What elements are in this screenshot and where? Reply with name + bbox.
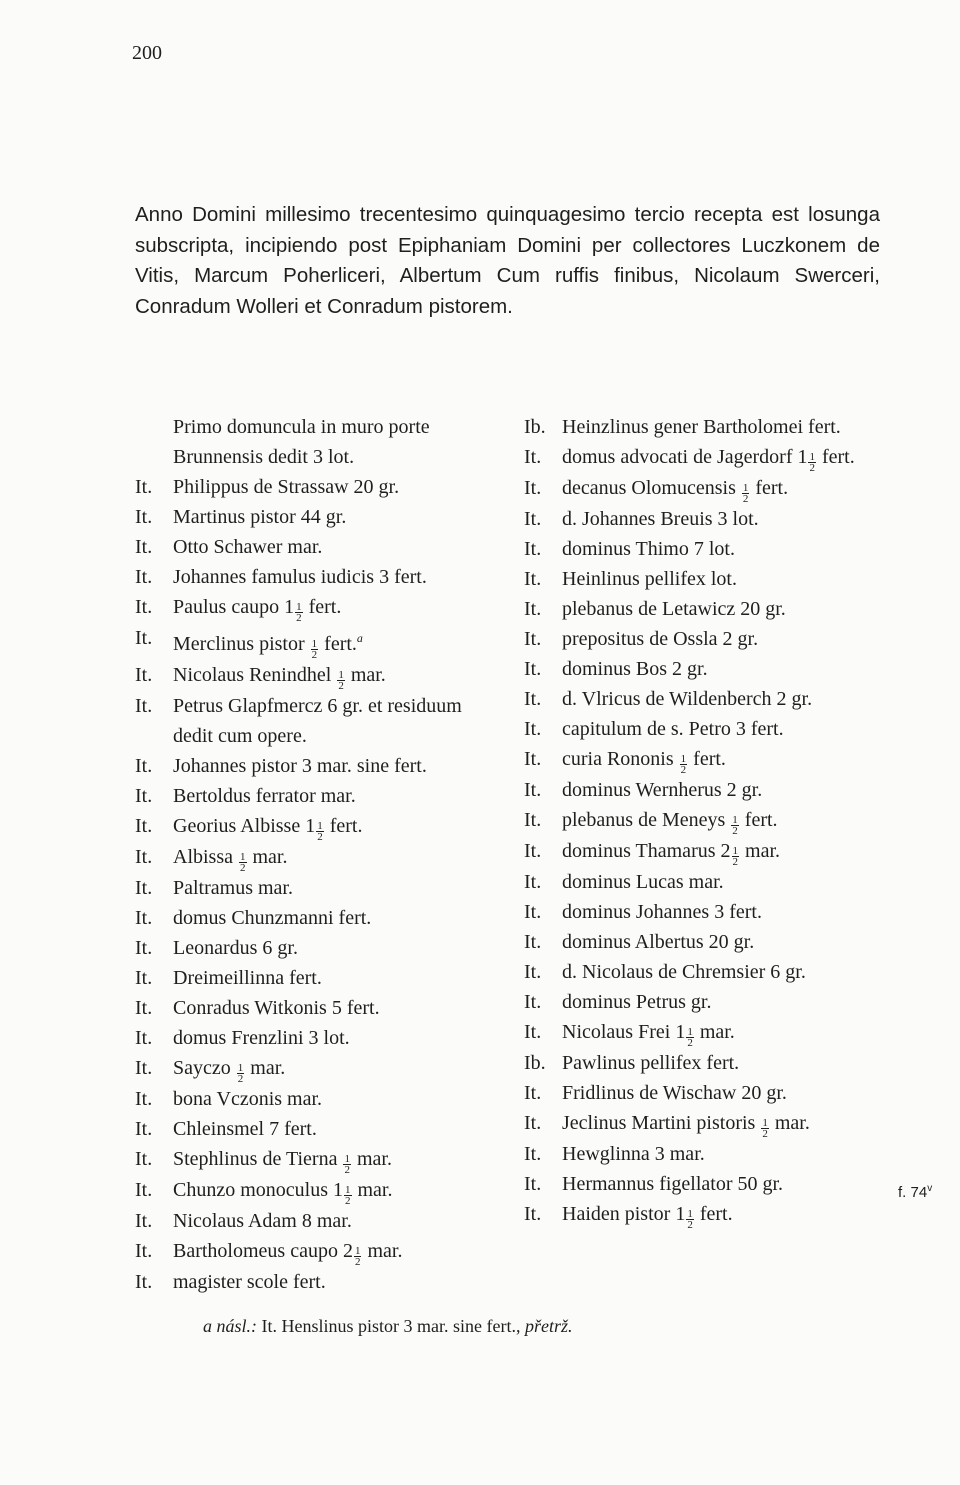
fraction-denominator: 2 xyxy=(732,856,739,868)
fraction-numerator: 1 xyxy=(680,753,687,765)
entry-text-part: Chunzo monoculus xyxy=(173,1179,333,1201)
entry-prefix: It. xyxy=(524,961,542,983)
entry-prefix: It. xyxy=(135,664,153,686)
entry-prefix: It. xyxy=(524,809,542,831)
fraction-numerator: 1 xyxy=(338,669,344,681)
entry-text-part: Sayczo xyxy=(173,1057,236,1079)
list-item xyxy=(135,1084,497,1114)
entry-prefix: It. xyxy=(524,658,542,680)
entry-text-part: domus advocati de Jagerdorf xyxy=(562,446,798,468)
entry-prefix: It. xyxy=(524,628,542,650)
entry-text: Dreimeillinna fert. xyxy=(173,967,322,989)
entry-prefix: It. xyxy=(135,846,153,868)
entry-prefix: It. xyxy=(524,688,542,710)
fraction-numerator: 1 xyxy=(732,814,738,826)
entry-prefix: It. xyxy=(524,1021,542,1043)
entry-text xyxy=(562,473,894,504)
entry-text-part: Jeclinus Martini pistoris xyxy=(562,1112,761,1134)
fraction-half xyxy=(343,1154,351,1175)
entry-prefix: It. xyxy=(524,931,542,953)
list-item xyxy=(524,1108,894,1139)
entry-prefix: It. xyxy=(524,1082,542,1104)
entry-prefix: It. xyxy=(135,536,153,558)
fraction-denominator: 2 xyxy=(742,493,749,505)
entry-text: Pawlinus pellifex fert. xyxy=(562,1052,740,1074)
list-item xyxy=(524,412,894,442)
entry-text: Petrus Glapfmercz 6 gr. et residuum dedit cum opere. xyxy=(173,695,462,747)
fraction-whole: 1 xyxy=(284,596,295,618)
entry-prefix xyxy=(135,412,173,472)
fraction-denominator: 2 xyxy=(345,1195,351,1207)
entry-text: capitulum de s. Petro 3 fert. xyxy=(562,718,784,740)
entry-prefix: It. xyxy=(524,568,542,590)
entry-prefix: It. xyxy=(135,785,153,807)
entry-text: dominus Lucas mar. xyxy=(562,871,724,893)
entry-text: Philippus de Strassaw 20 gr. xyxy=(173,476,400,498)
fraction-half xyxy=(311,639,319,660)
fraction-whole: 1 xyxy=(305,815,316,837)
fraction-half xyxy=(680,754,688,775)
list-item xyxy=(135,1267,497,1297)
footnote-end: přetrž. xyxy=(524,1316,573,1336)
fraction-half xyxy=(354,1246,362,1267)
entry-text xyxy=(562,1017,894,1048)
entry-text-part: mar. xyxy=(351,1148,392,1170)
list-item xyxy=(135,933,497,963)
fraction xyxy=(679,748,689,776)
entry-prefix: It. xyxy=(135,1027,153,1049)
entry-prefix: Ib. xyxy=(524,1052,546,1074)
entry-text-part: plebanus de Meneys xyxy=(562,809,731,831)
entry-prefix: It. xyxy=(135,596,153,618)
entry-text: Otto Schawer mar. xyxy=(173,536,323,558)
fraction-numerator: 1 xyxy=(317,820,323,832)
list-item xyxy=(135,1206,497,1236)
entry-prefix: It. xyxy=(135,815,153,837)
fraction-denominator: 2 xyxy=(762,1128,768,1140)
fraction xyxy=(797,446,817,474)
fraction xyxy=(741,477,751,505)
entry-text-part: mar. xyxy=(245,1057,286,1079)
entry-prefix: It. xyxy=(135,1210,153,1232)
entry-prefix: It. xyxy=(135,937,153,959)
entry-text: Martinus pistor 44 gr. xyxy=(173,506,347,528)
fraction xyxy=(675,1203,695,1231)
folio-verso-mark: v xyxy=(927,1183,933,1194)
entry-text xyxy=(173,1175,497,1206)
entry-text: plebanus de Letawicz 20 gr. xyxy=(562,598,786,620)
fraction-numerator: 1 xyxy=(237,1062,244,1074)
entry-text-part: Georius Albisse xyxy=(173,815,306,837)
fraction-half xyxy=(337,670,345,691)
entry-prefix: It. xyxy=(135,506,153,528)
list-item xyxy=(135,903,497,933)
entry-prefix: It. xyxy=(135,1271,153,1293)
entry-prefix: It. xyxy=(524,748,542,770)
entry-prefix: It. xyxy=(135,1179,153,1201)
fraction-denominator: 2 xyxy=(344,1164,350,1176)
entry-text-part: Merclinus pistor xyxy=(173,633,310,655)
list-item xyxy=(135,1023,497,1053)
list-item xyxy=(524,1169,894,1199)
fraction-half xyxy=(742,483,750,504)
list-item xyxy=(524,744,894,775)
fraction xyxy=(305,815,325,843)
entry-text: magister scole fert. xyxy=(173,1271,326,1293)
list-item xyxy=(135,873,497,903)
entry-text: Heinlinus pellifex lot. xyxy=(562,568,737,590)
entry-text: Leonardus 6 gr. xyxy=(173,937,298,959)
entry-prefix: It. xyxy=(135,1118,153,1140)
fraction-half xyxy=(761,1118,769,1139)
list-item xyxy=(135,1175,497,1206)
entry-prefix: It. xyxy=(135,755,153,777)
entry-text xyxy=(173,811,497,842)
entry-prefix: It. xyxy=(524,840,542,862)
entry-text-part: mar. xyxy=(352,1179,393,1201)
fraction-whole: 1 xyxy=(675,1021,686,1043)
fraction xyxy=(342,1148,352,1176)
fraction-numerator: 1 xyxy=(354,1245,361,1257)
entry-text: Paltramus mar. xyxy=(173,877,293,899)
entry-prefix: It. xyxy=(524,538,542,560)
list-item xyxy=(524,504,894,534)
entry-prefix: It. xyxy=(135,1148,153,1170)
entry-text-part: Stephlinus de Tierna xyxy=(173,1148,343,1170)
entry-text-part: decanus Olomucensis xyxy=(562,477,741,499)
page-number: 200 xyxy=(132,42,162,64)
entry-text-part: mar. xyxy=(740,840,781,862)
entry-text: Nicolaus Adam 8 mar. xyxy=(173,1210,352,1232)
entry-text-part: Bartholomeus caupo xyxy=(173,1240,343,1262)
fraction-denominator: 2 xyxy=(240,862,246,874)
list-item xyxy=(135,1144,497,1175)
fraction-numerator: 1 xyxy=(762,1117,768,1129)
list-item xyxy=(135,660,497,691)
entry-text-part: Nicolaus Frei xyxy=(562,1021,676,1043)
entry-text-part: mar. xyxy=(345,664,386,686)
entry-text-part: fert. xyxy=(739,809,778,831)
entry-text-part: fert. xyxy=(324,815,363,837)
list-item xyxy=(135,592,497,623)
list-item xyxy=(135,562,497,592)
footnote-text: It. Henslinus pistor 3 mar. sine fert., xyxy=(257,1316,525,1336)
list-item xyxy=(135,502,497,532)
entry-prefix: It. xyxy=(135,476,153,498)
fraction xyxy=(342,1240,363,1268)
entry-text: Johannes famulus iudicis 3 fert. xyxy=(173,566,427,588)
entry-text xyxy=(562,805,894,836)
entry-text: domus Chunzmanni fert. xyxy=(173,907,372,929)
entry-text xyxy=(173,1236,497,1267)
fraction-half xyxy=(239,852,247,873)
entry-prefix: It. xyxy=(135,877,153,899)
fraction-denominator: 2 xyxy=(237,1073,244,1085)
list-item xyxy=(135,1053,497,1084)
fraction-whole: 1 xyxy=(797,446,808,468)
list-item xyxy=(524,594,894,624)
entry-text: Conradus Witkonis 5 fert. xyxy=(173,997,380,1019)
entry-text: Hermannus figellator 50 gr. xyxy=(562,1173,784,1195)
entry-text: d. Vlricus de Wildenberch 2 gr. xyxy=(562,688,813,710)
fraction-numerator: 1 xyxy=(687,1026,693,1038)
entry-text: dominus Wernherus 2 gr. xyxy=(562,779,763,801)
entry-text: dominus Bos 2 gr. xyxy=(562,658,708,680)
fraction-numerator: 1 xyxy=(345,1184,351,1196)
entry-text-part: Haiden pistor xyxy=(562,1203,676,1225)
entry-text xyxy=(173,660,497,691)
fraction-numerator: 1 xyxy=(687,1208,693,1220)
list-item xyxy=(524,897,894,927)
list-item xyxy=(524,1199,894,1230)
entry-text-part: fert. xyxy=(694,1203,733,1225)
entry-prefix: It. xyxy=(135,907,153,929)
fraction-denominator: 2 xyxy=(687,1219,693,1231)
fraction xyxy=(336,664,346,692)
list-item xyxy=(524,805,894,836)
fraction-half xyxy=(237,1063,245,1084)
list-item xyxy=(524,957,894,987)
entry-text: Fridlinus de Wischaw 20 gr. xyxy=(562,1082,787,1104)
list-item xyxy=(524,1048,894,1078)
list-item xyxy=(524,987,894,1017)
list-item xyxy=(524,775,894,805)
fraction-numerator: 1 xyxy=(742,482,749,494)
list-item xyxy=(524,1017,894,1048)
entry-text: Hewglinna 3 mar. xyxy=(562,1143,705,1165)
fraction xyxy=(760,1112,770,1140)
fraction-half xyxy=(731,815,739,836)
entry-text xyxy=(173,1053,497,1084)
entry-text: bona Vczonis mar. xyxy=(173,1088,323,1110)
fraction xyxy=(236,1057,246,1085)
entry-prefix: It. xyxy=(135,1240,153,1262)
entry-prefix: It. xyxy=(524,1112,542,1134)
entry-text-part: mar. xyxy=(362,1240,403,1262)
folio-label: f. 74 xyxy=(898,1184,928,1201)
fraction xyxy=(238,846,248,874)
fraction-denominator: 2 xyxy=(354,1256,361,1268)
entry-text-part: Albissa xyxy=(173,846,238,868)
entry-text xyxy=(173,592,497,623)
entry-prefix: It. xyxy=(524,477,542,499)
entry-text xyxy=(562,744,894,775)
entry-prefix: It. xyxy=(524,1173,542,1195)
entry-text: d. Nicolaus de Chremsier 6 gr. xyxy=(562,961,806,983)
entry-text-part: fert. xyxy=(319,633,357,655)
list-item xyxy=(524,927,894,957)
list-item xyxy=(135,993,497,1023)
fraction-whole: 2 xyxy=(342,1240,353,1262)
entry-text-part: fert. xyxy=(303,596,342,618)
list-item xyxy=(135,532,497,562)
fraction-numerator: 1 xyxy=(732,845,739,857)
entry-text-part: Paulus caupo xyxy=(173,596,285,618)
fraction xyxy=(284,596,304,624)
entry-text: prepositus de Ossla 2 gr. xyxy=(562,628,759,650)
fraction-half xyxy=(686,1027,694,1048)
entry-prefix: It. xyxy=(524,1203,542,1225)
entry-text: Heinzlinus gener Bartholomei fert. xyxy=(562,416,841,438)
list-item xyxy=(524,867,894,897)
fraction-half xyxy=(344,1185,352,1206)
footnote-mark: a xyxy=(203,1316,212,1336)
list-item xyxy=(135,472,497,502)
list-item xyxy=(135,623,497,660)
entry-prefix: It. xyxy=(135,997,153,1019)
entry-prefix: It. xyxy=(135,1088,153,1110)
fraction-numerator: 1 xyxy=(240,851,246,863)
fraction xyxy=(310,633,320,661)
entry-text: d. Johannes Breuis 3 lot. xyxy=(562,508,759,530)
list-item xyxy=(524,473,894,504)
entry-text xyxy=(562,442,894,473)
right-column xyxy=(524,412,894,1230)
entry-prefix: Ib. xyxy=(524,416,546,438)
footnote-label: násl.: xyxy=(216,1316,257,1336)
list-item xyxy=(135,412,497,472)
entry-prefix: It. xyxy=(524,779,542,801)
fraction-whole: 1 xyxy=(333,1179,343,1201)
fraction-numerator: 1 xyxy=(311,638,318,650)
footnote-ref: a xyxy=(356,631,363,645)
entry-text: Primo domuncula in muro porte Brunnensis dedit 3 lot. xyxy=(173,416,430,468)
fraction-half xyxy=(295,602,303,623)
list-item xyxy=(135,842,497,873)
fraction xyxy=(333,1179,353,1207)
entry-text-part: mar. xyxy=(769,1112,810,1134)
entry-prefix: It. xyxy=(135,1057,153,1079)
fraction-denominator: 2 xyxy=(732,825,738,837)
fraction-half xyxy=(808,452,816,473)
intro-paragraph: Anno Domini millesimo trecentesimo quinquagesimo tercio recepta est losunga subscripta, incipiendo post Epiphaniam Domini per collectores Luczkonem de Vitis, Marcum Poherliceri, Albertum Cum ruffis finibus, Nicolaum Swerceri, Conradum Wolleri et Conradum pistorem. xyxy=(135,203,880,318)
list-item xyxy=(524,624,894,654)
entry-text-part: fert. xyxy=(816,446,855,468)
folio-margin-note xyxy=(898,1183,932,1201)
fraction-denominator: 2 xyxy=(809,462,815,474)
list-item xyxy=(135,751,497,781)
entry-text-part: fert. xyxy=(750,477,789,499)
fraction-denominator: 2 xyxy=(311,649,318,661)
list-item xyxy=(135,691,497,751)
list-item xyxy=(524,564,894,594)
entry-text-part: mar. xyxy=(247,846,288,868)
fraction xyxy=(675,1021,695,1049)
fraction-denominator: 2 xyxy=(687,1037,693,1049)
entry-text xyxy=(173,842,497,873)
fraction-half xyxy=(686,1209,694,1230)
entry-text: dominus Albertus 20 gr. xyxy=(562,931,755,953)
entry-prefix: It. xyxy=(135,627,153,649)
entry-prefix: It. xyxy=(524,1143,542,1165)
fraction-numerator: 1 xyxy=(344,1153,350,1165)
entry-text xyxy=(173,623,497,660)
list-item xyxy=(524,714,894,744)
entry-prefix: It. xyxy=(135,967,153,989)
entry-prefix: It. xyxy=(135,695,153,717)
left-column xyxy=(135,412,497,1297)
entry-prefix: It. xyxy=(135,566,153,588)
entry-text xyxy=(562,1108,894,1139)
entry-prefix: It. xyxy=(524,871,542,893)
entry-prefix: It. xyxy=(524,901,542,923)
entry-text xyxy=(562,1199,894,1230)
fraction-denominator: 2 xyxy=(317,831,323,843)
list-item xyxy=(524,684,894,714)
entry-text xyxy=(173,1144,497,1175)
fraction-whole: 1 xyxy=(675,1203,686,1225)
entry-prefix: It. xyxy=(524,991,542,1013)
fraction-half xyxy=(316,821,324,842)
entry-text-part: curia Rononis xyxy=(562,748,679,770)
entry-text-part: fert. xyxy=(688,748,726,770)
list-item xyxy=(135,1236,497,1267)
entry-text: domus Frenzlini 3 lot. xyxy=(173,1027,350,1049)
footnote xyxy=(203,1316,572,1337)
list-item xyxy=(524,654,894,684)
entry-prefix: It. xyxy=(524,718,542,740)
list-item xyxy=(524,1139,894,1169)
fraction-numerator: 1 xyxy=(296,601,302,613)
list-item xyxy=(135,811,497,842)
fraction-numerator: 1 xyxy=(809,451,815,463)
fraction-half xyxy=(732,846,740,867)
entry-prefix: It. xyxy=(524,508,542,530)
entry-text xyxy=(562,836,894,867)
list-item xyxy=(524,442,894,473)
entry-text-part: Nicolaus Renindhel xyxy=(173,664,337,686)
fraction-denominator: 2 xyxy=(296,612,302,624)
list-item xyxy=(524,1078,894,1108)
entry-text: Bertoldus ferrator mar. xyxy=(173,785,356,807)
list-item xyxy=(135,1114,497,1144)
entry-prefix: It. xyxy=(524,598,542,620)
entry-text-part: mar. xyxy=(694,1021,735,1043)
entry-prefix: It. xyxy=(524,446,542,468)
fraction xyxy=(720,840,741,868)
list-item xyxy=(524,836,894,867)
entry-text: Chleinsmel 7 fert. xyxy=(173,1118,317,1140)
list-item xyxy=(524,534,894,564)
list-item xyxy=(135,963,497,993)
entry-text: dominus Thimo 7 lot. xyxy=(562,538,735,560)
entry-text: dominus Petrus gr. xyxy=(562,991,712,1013)
fraction-whole: 2 xyxy=(720,840,731,862)
list-item xyxy=(135,781,497,811)
entry-text-part: dominus Thamarus xyxy=(562,840,721,862)
entry-text: dominus Johannes 3 fert. xyxy=(562,901,762,923)
entry-text: Johannes pistor 3 mar. sine fert. xyxy=(173,755,427,777)
fraction xyxy=(730,809,740,837)
fraction-denominator: 2 xyxy=(338,680,344,692)
fraction-denominator: 2 xyxy=(680,764,687,776)
